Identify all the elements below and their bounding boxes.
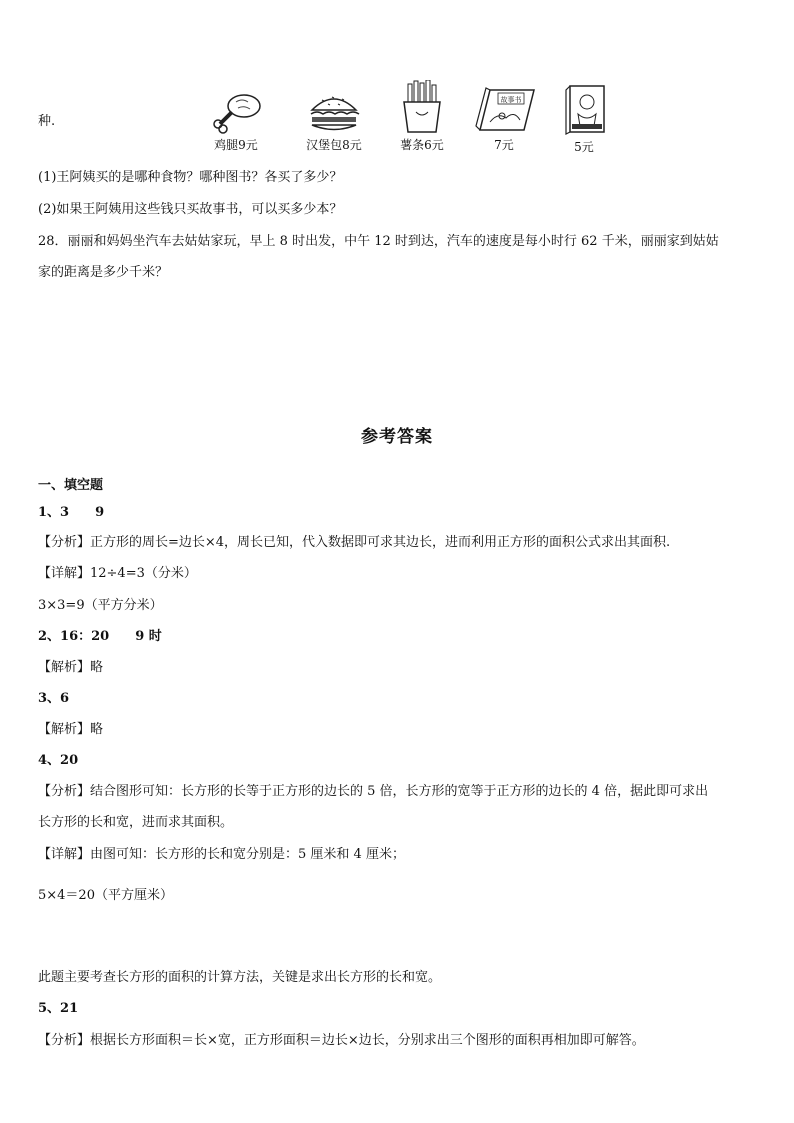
book-label-picture-book: 5元 bbox=[574, 140, 594, 154]
answer-1-analysis: 【分析】正方形的周长=边长×4，周长已知，代入数据即可求其边长，进而利用正方形的面积公式求出其面积. bbox=[38, 535, 671, 550]
answer-5-analysis: 【分析】根据长方形面积＝长×宽，正方形面积＝边长×边长，分别求出三个图形的面积再相加即可解答。 bbox=[38, 1033, 645, 1048]
answer-1-detail-1: 【详解】12÷4=3（分米） bbox=[38, 566, 197, 581]
answer-4: 4、20 bbox=[38, 753, 79, 768]
chicken-leg-icon bbox=[208, 90, 264, 134]
story-book-icon bbox=[472, 86, 536, 134]
q27-sub1: (1)王阿姨买的是哪种食物？哪种图书？各买了多少？ bbox=[38, 170, 343, 185]
book-label-story-book: 7元 bbox=[494, 138, 514, 152]
answer-4-analysis-2: 长方形的长和宽，进而求其面积。 bbox=[38, 815, 234, 830]
answers-title: 参考答案 bbox=[361, 427, 433, 447]
french-fries-icon bbox=[394, 80, 450, 134]
book-item-picture-book bbox=[544, 84, 624, 155]
picture-book-icon bbox=[556, 84, 612, 136]
answer-2-parse: 【解析】略 bbox=[38, 660, 104, 675]
question-tail: 种. bbox=[38, 114, 56, 129]
food-label-french-fries: 薯条6元 bbox=[400, 138, 444, 152]
q27-sub2: (2)如果王阿姨用这些钱只买故事书，可以买多少本？ bbox=[38, 202, 343, 217]
hamburger-icon bbox=[306, 90, 362, 134]
food-label-chicken-leg: 鸡腿9元 bbox=[214, 138, 258, 152]
answer-2: 2、16：20 9 时 bbox=[38, 629, 162, 644]
book-item-story-book bbox=[464, 86, 544, 153]
answer-4-detail-1: 【详解】由图可知：长方形的长和宽分别是：5 厘米和 4 厘米； bbox=[38, 847, 405, 862]
answer-4-detail-2: 5×4＝20（平方厘米） bbox=[38, 888, 173, 903]
q28-line2: 家的距离是多少千米？ bbox=[38, 265, 169, 280]
answer-1: 1、3 9 bbox=[38, 505, 105, 520]
answer-4-note: 此题主要考查长方形的面积的计算方法，关键是求出长方形的长和宽。 bbox=[38, 970, 442, 985]
answer-3-parse: 【解析】略 bbox=[38, 722, 104, 737]
q28-line1: 28．丽丽和妈妈坐汽车去姑姑家玩，早上 8 时出发，中午 12 时到达，汽车的速度是每小时行 62 千米，丽丽家到姑姑 bbox=[38, 234, 719, 249]
section-heading: 一、填空题 bbox=[38, 478, 104, 493]
svg-text:故事书: 故事书 bbox=[500, 96, 522, 104]
food-item-chicken-leg bbox=[196, 90, 276, 153]
food-label-hamburger: 汉堡包8元 bbox=[306, 138, 362, 152]
food-item-french-fries bbox=[382, 80, 462, 153]
answer-3: 3、6 bbox=[38, 691, 70, 706]
answer-5: 5、21 bbox=[38, 1001, 79, 1016]
answer-4-analysis-1: 【分析】结合图形可知：长方形的长等于正方形的边长的 5 倍，长方形的宽等于正方形的边长的 4 倍，据此即可求出 bbox=[38, 784, 709, 799]
answer-1-detail-2: 3×3=9（平方分米） bbox=[38, 598, 163, 613]
food-item-hamburger bbox=[294, 90, 374, 153]
